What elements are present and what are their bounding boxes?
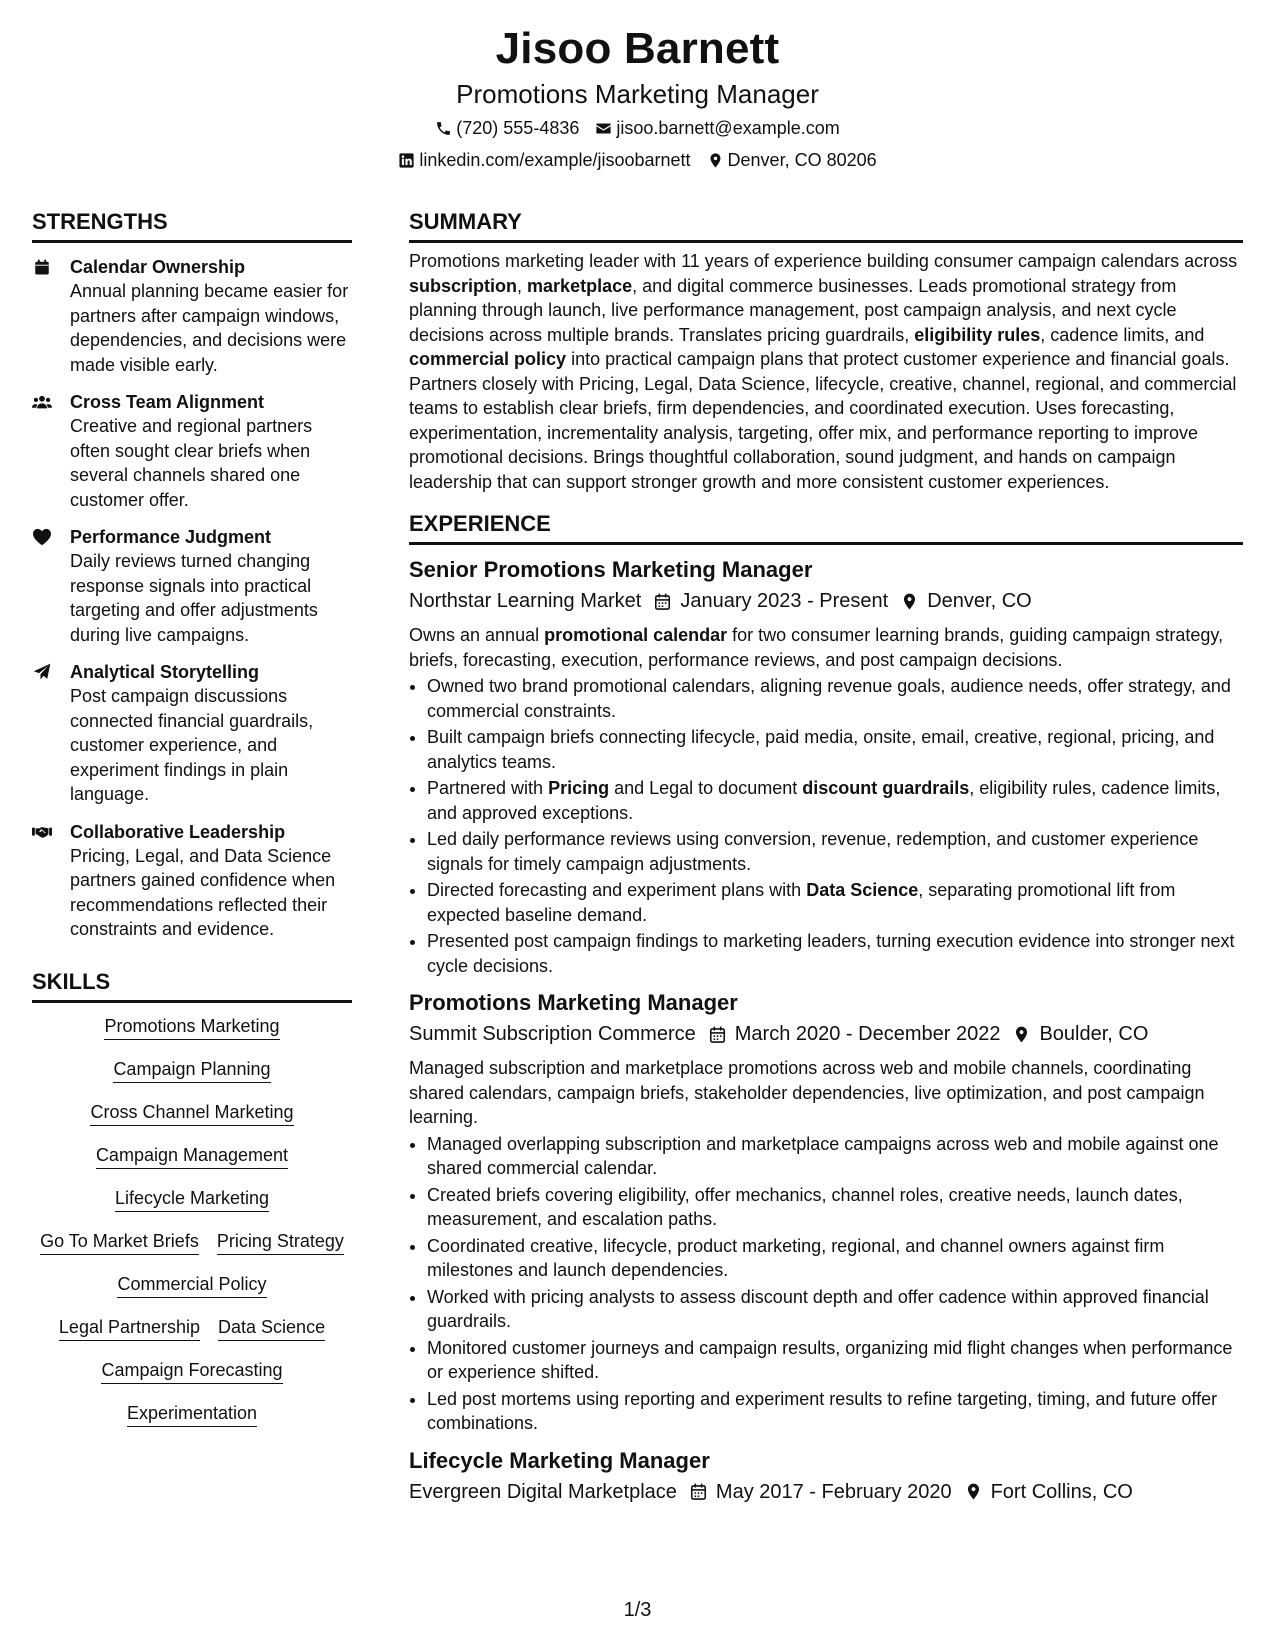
job-bullet: • Led daily performance reviews using conversion, revenue, redemption, and customer experience signals for timely campaign adjustments. (427, 827, 1243, 876)
strength-desc: Daily reviews turned changing response signals into practical targeting and offer adjustments during live campaigns. (70, 551, 318, 645)
job-location-text: Denver, CO (927, 590, 1032, 612)
phone-icon (435, 120, 452, 137)
job-entry (409, 988, 1243, 1436)
job-meta (409, 587, 1243, 615)
job-dates-text: May 2017 - February 2020 (715, 1480, 952, 1503)
linkedin-text[interactable]: linkedin.com/example/jisoobarnett (419, 150, 691, 170)
summary-heading: SUMMARY (409, 208, 1243, 243)
paper-plane-icon (32, 663, 52, 681)
job-company: Summit Subscription Commerce (409, 1023, 696, 1045)
skill-tag: Commercial Policy (117, 1273, 266, 1298)
summary-text-part: , and digital commerce businesses. Leads promotional strategy from planning through launch, live performance management, post campaign analysis, and next cycle decisions across multiple brands. Translates pricing guardrails, (409, 275, 1177, 345)
strengths-heading: STRENGTHS (32, 208, 352, 243)
job-bullet: • Monitored customer journeys and campaign results, organizing mid flight changes when performance or experience shifted. (427, 1336, 1243, 1385)
summary-bold-part: commercial policy (409, 349, 567, 369)
email-text[interactable]: jisoo.barnett@example.com (616, 118, 840, 138)
skill-tag: Cross Channel Marketing (90, 1101, 293, 1126)
job-desc-part: Owns an annual (409, 625, 545, 645)
bullet-part: and Legal to document (609, 778, 803, 798)
job-bullet: • Owned two brand promotional calendars, aligning revenue goals, audience needs, offer strategy, and commercial constraints. (427, 674, 1243, 723)
strength-desc: Pricing, Legal, and Data Science partners gained confidence when recommendations reflected their constraints and evidence. (70, 845, 336, 939)
left-column (32, 208, 352, 1427)
strength-title: Analytical Storytelling (70, 662, 260, 682)
calendar-outline-icon (689, 1482, 708, 1501)
users-icon (32, 393, 52, 411)
skill-tag: Legal Partnership (59, 1316, 200, 1341)
job-entry (409, 555, 1243, 978)
location-contact (707, 148, 877, 172)
strength-item (32, 390, 352, 512)
job-bullet: • Coordinated creative, lifecycle, product marketing, regional, and channel owners against firm milestones and launch dependencies. (427, 1234, 1243, 1283)
bullet-part: Partnered with (427, 778, 549, 798)
job-description (409, 623, 1243, 672)
location-text: Denver, CO 80206 (727, 150, 877, 170)
map-pin-icon (964, 1482, 983, 1501)
job-title: Promotions Marketing Manager (409, 990, 738, 1015)
job-company: Evergreen Digital Marketplace (409, 1480, 677, 1503)
strength-desc: Post campaign discussions connected financial guardrails, customer experience, and experiment findings in plain language. (70, 686, 314, 804)
job-dates (653, 587, 888, 615)
strength-item (32, 820, 352, 942)
skill-tag: Campaign Management (96, 1144, 288, 1169)
strength-item (32, 660, 352, 807)
summary-text (409, 249, 1243, 494)
job-location (964, 1478, 1133, 1506)
job-title: Lifecycle Marketing Manager (409, 1447, 710, 1473)
envelope-icon (595, 120, 612, 137)
job-title: Senior Promotions Marketing Manager (409, 557, 813, 582)
job-bullet: • Worked with pricing analysts to assess discount depth and offer cadence within approved financial guardrails. (427, 1285, 1243, 1334)
handshake-icon (32, 823, 52, 841)
summary-text-part: Promotions marketing leader with 11 years of experience building consumer campaign calendars across (409, 251, 1238, 271)
job-bullets (409, 674, 1243, 978)
job-location (1012, 1020, 1148, 1048)
candidate-role: Promotions Marketing Manager (456, 79, 819, 109)
page-number: 1/3 (623, 1599, 652, 1621)
resume-header (0, 22, 1275, 172)
job-bullet: • Led post mortems using reporting and experiment results to refine targeting, timing, and future offer combinations. (427, 1387, 1243, 1436)
linkedin-contact[interactable] (398, 148, 690, 172)
bullet-part: , separating promotional lift from expected baseline demand. (427, 880, 1176, 925)
bullet-part: , eligibility rules, cadence limits, and approved exceptions. (427, 778, 1221, 823)
strength-title: Cross Team Alignment (70, 392, 265, 412)
map-pin-icon (1012, 1025, 1031, 1044)
bullet-bold: Pricing (548, 778, 610, 798)
job-company: Northstar Learning Market (409, 590, 642, 612)
strength-title: Calendar Ownership (70, 257, 246, 277)
job-meta (409, 1020, 1243, 1048)
job-bullet: • Presented post campaign findings to marketing leaders, turning execution evidence into stronger next cycle decisions. (427, 929, 1243, 978)
skill-tag: Promotions Marketing (104, 1015, 279, 1040)
skill-tag: Lifecycle Marketing (115, 1187, 269, 1212)
job-dates-text: January 2023 - Present (680, 590, 889, 612)
job-desc-part: for two consumer learning brands, guiding campaign strategy, briefs, forecasting, execution, performance reviews, and post campaign decisions. (409, 625, 1224, 670)
strength-item (32, 255, 352, 377)
phone-contact (435, 116, 579, 140)
contact-row-1 (0, 116, 1275, 140)
summary-bold-part: eligibility rules (914, 324, 1041, 345)
bullet-bold: discount guardrails (802, 778, 970, 798)
job-dates (708, 1020, 1001, 1048)
job-bullet (427, 878, 1243, 927)
map-pin-icon (900, 592, 919, 611)
job-desc-bold: promotional calendar (544, 625, 728, 645)
job-meta (409, 1478, 1243, 1506)
skill-tag: Data Science (218, 1316, 325, 1341)
calendar-outline-icon (708, 1025, 727, 1044)
heart-icon (32, 528, 52, 546)
job-bullet: • Managed overlapping subscription and marketplace campaigns across web and mobile against one shared commercial calendar. (427, 1132, 1243, 1181)
bullet-part: Directed forecasting and experiment plans with (427, 880, 807, 900)
job-description: Managed subscription and marketplace promotions across web and mobile channels, coordinating shared calendars, campaign briefs, stakeholder dependencies, live optimization, and post campaign learning. (409, 1058, 1205, 1127)
calendar-icon (32, 258, 52, 276)
right-column (409, 208, 1243, 1506)
strength-item (32, 525, 352, 647)
strength-desc: Annual planning became easier for partners after campaign windows, dependencies, and decisions were made visible early. (70, 281, 349, 375)
job-dates-text: March 2020 - December 2022 (734, 1023, 1001, 1045)
strength-title: Performance Judgment (70, 527, 272, 547)
skill-tag: Campaign Forecasting (101, 1359, 282, 1384)
job-bullet (427, 776, 1243, 825)
phone-text: (720) 555-4836 (456, 118, 580, 138)
skill-tag: Pricing Strategy (217, 1230, 344, 1255)
summary-text-part: into practical campaign plans that protect customer experience and financial goals. Partners closely with Pricing, Legal, Data Science, lifecycle, creative, channel, regional, and commercial teams to establish clear briefs, firm dependencies, and coordinated execution. Uses forecasting, experimentation, incrementality analysis, targeting, offer mix, and performance reporting to improve promotional decisions. Brings thoughtful collaboration, sound judgment, and hands on campaign leadership that can support stronger growth and more consistent customer experiences. (409, 349, 1237, 492)
skill-tag: Experimentation (127, 1402, 257, 1427)
strength-title: Collaborative Leadership (70, 821, 286, 842)
summary-text-part: , cadence limits, and (1040, 324, 1205, 345)
job-entry (409, 1446, 1243, 1506)
job-location-text: Fort Collins, CO (990, 1480, 1133, 1503)
job-dates (689, 1478, 952, 1506)
summary-bold-part: marketplace (527, 275, 633, 296)
skills-heading: SKILLS (32, 968, 352, 1003)
experience-heading: EXPERIENCE (409, 510, 1243, 545)
strengths-list (32, 255, 352, 942)
candidate-name: Jisoo Barnett (495, 24, 780, 73)
summary-text-part: , (517, 275, 528, 296)
skill-tag: Campaign Planning (113, 1058, 270, 1083)
job-location (900, 587, 1031, 615)
job-bullet: • Built campaign briefs connecting lifecycle, paid media, onsite, email, creative, regional, pricing, and analytics teams. (427, 725, 1243, 774)
email-contact[interactable] (595, 116, 839, 140)
job-bullet: • Created briefs covering eligibility, offer mechanics, channel roles, creative needs, launch dates, measurement, and escalation paths. (427, 1183, 1243, 1232)
skill-tag: Go To Market Briefs (40, 1230, 199, 1255)
linkedin-icon (398, 152, 415, 169)
summary-bold-part: subscription (409, 275, 518, 296)
strength-desc: Creative and regional partners often sought clear briefs when several channels shared one customer offer. (70, 416, 313, 510)
job-bullets (409, 1132, 1243, 1436)
calendar-outline-icon (653, 592, 672, 611)
contact-row-2 (0, 148, 1275, 172)
bullet-bold: Data Science (806, 880, 919, 900)
job-location-text: Boulder, CO (1039, 1023, 1149, 1045)
map-pin-icon (707, 152, 724, 169)
skills-list (32, 1015, 352, 1427)
